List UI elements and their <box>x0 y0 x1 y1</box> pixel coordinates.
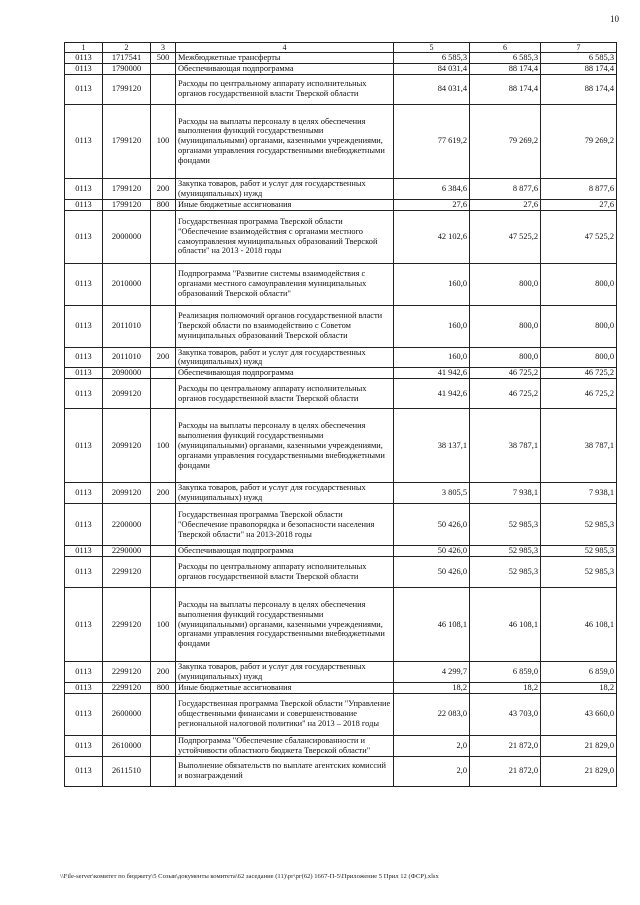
amount-col7-cell: 47 525,2 <box>541 210 617 263</box>
table-row <box>65 693 617 735</box>
amount-col6-cell: 46 725,2 <box>470 379 541 409</box>
amount-col5-cell: 50 426,0 <box>394 556 470 587</box>
expense-type-cell <box>151 63 176 74</box>
target-article-cell: 2099120 <box>103 483 151 504</box>
table-row <box>65 504 617 546</box>
amount-col7-cell: 43 660,0 <box>541 693 617 735</box>
item-name-cell: Подпрограмма "Развитие системы взаимодействия с органами местного самоуправления муниципальных образований Тверской области" <box>176 263 394 305</box>
amount-col6-cell: 88 174,4 <box>470 74 541 104</box>
item-name-cell: Иные бюджетные ассигнования <box>176 199 394 210</box>
amount-col7-cell: 7 938,1 <box>541 483 617 504</box>
section-code-cell: 0113 <box>65 63 103 74</box>
expense-type-cell: 200 <box>151 347 176 368</box>
item-name-cell: Реализация полномочий органов государственной власти Тверской области по взаимодействию с Советом муниципальных образований Тверской области <box>176 305 394 347</box>
expense-type-cell: 800 <box>151 682 176 693</box>
target-article-cell: 2299120 <box>103 661 151 682</box>
item-name-cell: Государственная программа Тверской области "Обеспечение взаимодействия с органами местного самоуправления муниципальных образований Тверской области" на 2013 - 2018 годы <box>176 210 394 263</box>
amount-col6-cell: 21 872,0 <box>470 735 541 756</box>
amount-col6-cell: 800,0 <box>470 305 541 347</box>
target-article-cell: 2090000 <box>103 368 151 379</box>
table-row <box>65 305 617 347</box>
expense-type-cell <box>151 756 176 786</box>
section-code-cell: 0113 <box>65 735 103 756</box>
item-name-cell: Расходы на выплаты персоналу в целях обеспечения выполнения функций государственными (муниципальными) органами, казенными учреждениями, органами управления государственными внебюджетными фондами <box>176 104 394 178</box>
amount-col5-cell: 160,0 <box>394 263 470 305</box>
section-code-cell: 0113 <box>65 368 103 379</box>
item-name-cell: Закупка товаров, работ и услуг для государственных (муниципальных) нужд <box>176 661 394 682</box>
section-code-cell: 0113 <box>65 546 103 557</box>
section-code-cell: 0113 <box>65 409 103 483</box>
amount-col5-cell: 50 426,0 <box>394 504 470 546</box>
page-number: 10 <box>610 14 619 24</box>
amount-col5-cell: 6 384,6 <box>394 178 470 199</box>
amount-col5-cell: 2,0 <box>394 756 470 786</box>
section-code-cell: 0113 <box>65 483 103 504</box>
section-code-cell: 0113 <box>65 693 103 735</box>
amount-col6-cell: 52 985,3 <box>470 504 541 546</box>
item-name-cell: Закупка товаров, работ и услуг для государственных (муниципальных) нужд <box>176 347 394 368</box>
item-name-cell: Обеспечивающая подпрограмма <box>176 368 394 379</box>
amount-col6-cell: 800,0 <box>470 263 541 305</box>
item-name-cell: Государственная программа Тверской области "Управление общественными финансами и совершенствование региональной налоговой политики" на 2013 – 2018 годы <box>176 693 394 735</box>
amount-col6-cell: 7 938,1 <box>470 483 541 504</box>
table-row <box>65 263 617 305</box>
amount-col5-cell: 77 619,2 <box>394 104 470 178</box>
amount-col5-cell: 41 942,6 <box>394 368 470 379</box>
table-row <box>65 178 617 199</box>
col-header: 5 <box>394 43 470 53</box>
amount-col6-cell: 47 525,2 <box>470 210 541 263</box>
expense-type-cell <box>151 735 176 756</box>
col-header: 1 <box>65 43 103 53</box>
col-header: 4 <box>176 43 394 53</box>
item-name-cell: Расходы по центральному аппарату исполнительных органов государственной власти Тверской области <box>176 379 394 409</box>
amount-col5-cell: 2,0 <box>394 735 470 756</box>
target-article-cell: 2099120 <box>103 379 151 409</box>
expense-type-cell <box>151 546 176 557</box>
section-code-cell: 0113 <box>65 556 103 587</box>
table-row <box>65 210 617 263</box>
amount-col5-cell: 6 585,3 <box>394 53 470 64</box>
target-article-cell: 2610000 <box>103 735 151 756</box>
expense-type-cell <box>151 263 176 305</box>
amount-col7-cell: 46 108,1 <box>541 587 617 661</box>
amount-col7-cell: 8 877,6 <box>541 178 617 199</box>
table-row <box>65 756 617 786</box>
section-code-cell: 0113 <box>65 587 103 661</box>
amount-col6-cell: 46 108,1 <box>470 587 541 661</box>
amount-col7-cell: 27,6 <box>541 199 617 210</box>
amount-col7-cell: 52 985,3 <box>541 556 617 587</box>
amount-col5-cell: 42 102,6 <box>394 210 470 263</box>
amount-col5-cell: 84 031,4 <box>394 74 470 104</box>
amount-col6-cell: 88 174,4 <box>470 63 541 74</box>
item-name-cell: Закупка товаров, работ и услуг для государственных (муниципальных) нужд <box>176 178 394 199</box>
item-name-cell: Расходы на выплаты персоналу в целях обеспечения выполнения функций государственными (муниципальными) органами, казенными учреждениями, органами управления государственными внебюджетными фондами <box>176 409 394 483</box>
target-article-cell: 1799120 <box>103 199 151 210</box>
amount-col7-cell: 46 725,2 <box>541 379 617 409</box>
expense-type-cell: 100 <box>151 587 176 661</box>
target-article-cell: 2200000 <box>103 504 151 546</box>
expense-type-cell: 200 <box>151 661 176 682</box>
table-row <box>65 682 617 693</box>
expense-type-cell: 800 <box>151 199 176 210</box>
amount-col6-cell: 800,0 <box>470 347 541 368</box>
expense-type-cell <box>151 210 176 263</box>
amount-col5-cell: 46 108,1 <box>394 587 470 661</box>
section-code-cell: 0113 <box>65 104 103 178</box>
amount-col6-cell: 43 703,0 <box>470 693 541 735</box>
target-article-cell: 2290000 <box>103 546 151 557</box>
amount-col5-cell: 160,0 <box>394 347 470 368</box>
section-code-cell: 0113 <box>65 379 103 409</box>
amount-col7-cell: 88 174,4 <box>541 63 617 74</box>
section-code-cell: 0113 <box>65 74 103 104</box>
item-name-cell: Межбюджетные трансферты <box>176 53 394 64</box>
expense-type-cell <box>151 693 176 735</box>
amount-col7-cell: 6 585,3 <box>541 53 617 64</box>
table-row <box>65 587 617 661</box>
item-name-cell: Подпрограмма "Обеспечение сбалансированности и устойчивости областного бюджета Тверской области" <box>176 735 394 756</box>
amount-col7-cell: 38 787,1 <box>541 409 617 483</box>
amount-col5-cell: 84 031,4 <box>394 63 470 74</box>
table-header-row <box>65 43 617 53</box>
expense-type-cell <box>151 74 176 104</box>
table-row <box>65 368 617 379</box>
amount-col5-cell: 22 083,0 <box>394 693 470 735</box>
amount-col7-cell: 79 269,2 <box>541 104 617 178</box>
item-name-cell: Расходы на выплаты персоналу в целях обеспечения выполнения функций государственными (муниципальными) органами, казенными учреждениями, органами управления государственными внебюджетными фондами <box>176 587 394 661</box>
expense-type-cell: 100 <box>151 409 176 483</box>
section-code-cell: 0113 <box>65 199 103 210</box>
budget-table <box>64 42 617 787</box>
table-row <box>65 74 617 104</box>
section-code-cell: 0113 <box>65 756 103 786</box>
table-row <box>65 409 617 483</box>
amount-col5-cell: 50 426,0 <box>394 546 470 557</box>
table-row <box>65 63 617 74</box>
col-header: 6 <box>470 43 541 53</box>
table-row <box>65 199 617 210</box>
footer-file-path: \\File-server\комитет по бюджету\5 Созыв\документы комитета\62 заседание (11)\рг\рг(62) 1667-П-5\Приложение 5 Прил 12 (ФСР).xlsx <box>60 873 439 880</box>
table-row <box>65 661 617 682</box>
table-row <box>65 347 617 368</box>
amount-col6-cell: 6 859,0 <box>470 661 541 682</box>
amount-col7-cell: 21 829,0 <box>541 735 617 756</box>
amount-col7-cell: 46 725,2 <box>541 368 617 379</box>
table-row <box>65 53 617 64</box>
target-article-cell: 2011010 <box>103 347 151 368</box>
item-name-cell: Обеспечивающая подпрограмма <box>176 63 394 74</box>
section-code-cell: 0113 <box>65 178 103 199</box>
target-article-cell: 2010000 <box>103 263 151 305</box>
amount-col6-cell: 38 787,1 <box>470 409 541 483</box>
expense-type-cell: 500 <box>151 53 176 64</box>
amount-col7-cell: 52 985,3 <box>541 504 617 546</box>
amount-col6-cell: 21 872,0 <box>470 756 541 786</box>
section-code-cell: 0113 <box>65 263 103 305</box>
expense-type-cell <box>151 305 176 347</box>
amount-col6-cell: 8 877,6 <box>470 178 541 199</box>
target-article-cell: 1799120 <box>103 74 151 104</box>
section-code-cell: 0113 <box>65 305 103 347</box>
col-header: 3 <box>151 43 176 53</box>
amount-col5-cell: 3 805,5 <box>394 483 470 504</box>
amount-col5-cell: 160,0 <box>394 305 470 347</box>
target-article-cell: 1717541 <box>103 53 151 64</box>
item-name-cell: Выполнение обязательств по выплате агентских комиссий и вознаграждений <box>176 756 394 786</box>
section-code-cell: 0113 <box>65 347 103 368</box>
table-row <box>65 104 617 178</box>
item-name-cell: Иные бюджетные ассигнования <box>176 682 394 693</box>
amount-col5-cell: 38 137,1 <box>394 409 470 483</box>
item-name-cell: Обеспечивающая подпрограмма <box>176 546 394 557</box>
amount-col5-cell: 27,6 <box>394 199 470 210</box>
section-code-cell: 0113 <box>65 682 103 693</box>
amount-col7-cell: 52 985,3 <box>541 546 617 557</box>
table-row <box>65 483 617 504</box>
expense-type-cell <box>151 379 176 409</box>
amount-col6-cell: 46 725,2 <box>470 368 541 379</box>
expense-type-cell: 100 <box>151 104 176 178</box>
target-article-cell: 1790000 <box>103 63 151 74</box>
amount-col7-cell: 800,0 <box>541 263 617 305</box>
expense-type-cell: 200 <box>151 178 176 199</box>
amount-col6-cell: 79 269,2 <box>470 104 541 178</box>
amount-col7-cell: 800,0 <box>541 347 617 368</box>
col-header: 7 <box>541 43 617 53</box>
table-row <box>65 556 617 587</box>
section-code-cell: 0113 <box>65 504 103 546</box>
table-row <box>65 735 617 756</box>
expense-type-cell <box>151 556 176 587</box>
target-article-cell: 2011010 <box>103 305 151 347</box>
section-code-cell: 0113 <box>65 53 103 64</box>
expense-type-cell <box>151 368 176 379</box>
amount-col7-cell: 18,2 <box>541 682 617 693</box>
amount-col7-cell: 21 829,0 <box>541 756 617 786</box>
target-article-cell: 2299120 <box>103 556 151 587</box>
target-article-cell: 1799120 <box>103 178 151 199</box>
target-article-cell: 2000000 <box>103 210 151 263</box>
item-name-cell: Закупка товаров, работ и услуг для государственных (муниципальных) нужд <box>176 483 394 504</box>
amount-col5-cell: 18,2 <box>394 682 470 693</box>
amount-col6-cell: 18,2 <box>470 682 541 693</box>
target-article-cell: 1799120 <box>103 104 151 178</box>
item-name-cell: Государственная программа Тверской области "Обеспечение правопорядка и безопасности населения Тверской области" на 2013-2018 годы <box>176 504 394 546</box>
amount-col7-cell: 6 859,0 <box>541 661 617 682</box>
col-header: 2 <box>103 43 151 53</box>
table-row <box>65 546 617 557</box>
target-article-cell: 2611510 <box>103 756 151 786</box>
amount-col7-cell: 800,0 <box>541 305 617 347</box>
expense-type-cell: 200 <box>151 483 176 504</box>
target-article-cell: 2099120 <box>103 409 151 483</box>
amount-col5-cell: 41 942,6 <box>394 379 470 409</box>
item-name-cell: Расходы по центральному аппарату исполнительных органов государственной власти Тверской области <box>176 74 394 104</box>
amount-col6-cell: 27,6 <box>470 199 541 210</box>
target-article-cell: 2299120 <box>103 682 151 693</box>
amount-col6-cell: 52 985,3 <box>470 546 541 557</box>
section-code-cell: 0113 <box>65 210 103 263</box>
amount-col6-cell: 6 585,3 <box>470 53 541 64</box>
section-code-cell: 0113 <box>65 661 103 682</box>
table-row <box>65 379 617 409</box>
amount-col7-cell: 88 174,4 <box>541 74 617 104</box>
amount-col6-cell: 52 985,3 <box>470 556 541 587</box>
amount-col5-cell: 4 299,7 <box>394 661 470 682</box>
target-article-cell: 2299120 <box>103 587 151 661</box>
item-name-cell: Расходы по центральному аппарату исполнительных органов государственной власти Тверской области <box>176 556 394 587</box>
expense-type-cell <box>151 504 176 546</box>
target-article-cell: 2600000 <box>103 693 151 735</box>
